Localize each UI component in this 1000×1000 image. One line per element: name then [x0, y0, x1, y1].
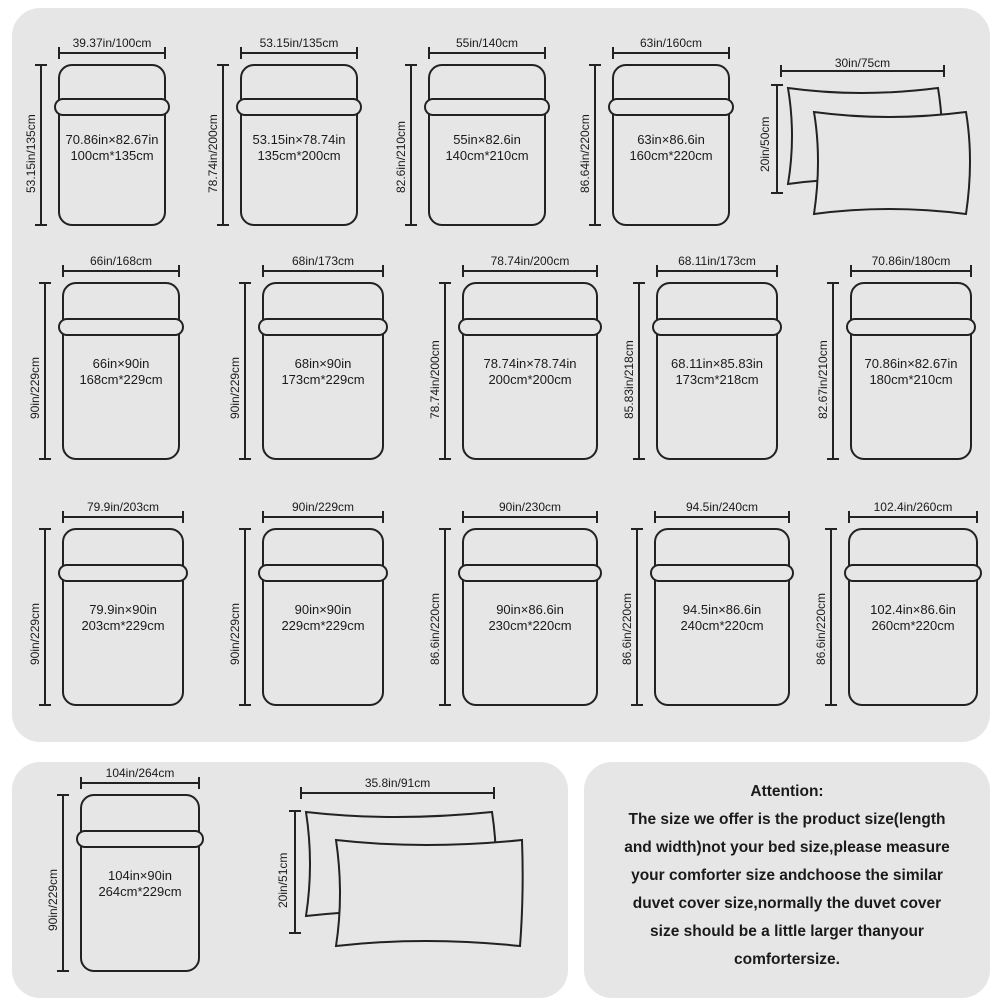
duvet-size-card [206, 36, 380, 230]
attention-line: your comforter size andchoose the similar [631, 867, 943, 884]
duvet-width-line [58, 52, 166, 54]
pillow-card-1 [758, 56, 980, 226]
duvet-height-label: 86.6in/220cm [814, 592, 828, 665]
duvet-height-line [410, 64, 412, 226]
duvet-height-line [636, 528, 638, 706]
duvet-outline [612, 64, 730, 226]
duvet-height-label: 90in/229cm [228, 356, 242, 419]
duvet-width-label: 78.74in/200cm [490, 254, 570, 268]
duvet-width-line [850, 270, 972, 272]
duvet-width-label: 70.86in/180cm [871, 254, 951, 268]
duvet-strap [424, 98, 550, 116]
attention-line: size should be a little larger thanyour [650, 923, 924, 940]
duvet-height-line [222, 64, 224, 226]
duvet-size-cm: 140cm*210cm [445, 148, 529, 163]
duvet-outline [58, 64, 166, 226]
duvet-width-label: 79.9in/203cm [86, 500, 160, 514]
duvet-size-inches: 70.86in×82.67in [65, 132, 159, 147]
duvet-height-line [444, 528, 446, 706]
duvet-width-line [612, 52, 730, 54]
pillow-height-label: 20in/51cm [276, 852, 290, 908]
duvet-size-cm: 180cm*210cm [869, 372, 953, 387]
duvet-size-card [46, 766, 222, 976]
pillow-width-label: 35.8in/91cm [364, 776, 431, 790]
duvet-width-label: 102.4in/260cm [873, 500, 953, 514]
duvet-width-label: 90in/230cm [498, 500, 562, 514]
duvet-width-label: 104in/264cm [105, 766, 175, 780]
duvet-height-line [244, 528, 246, 706]
duvet-height-label: 90in/229cm [28, 356, 42, 419]
duvet-size-cm: 173cm*229cm [281, 372, 365, 387]
duvet-height-line [638, 282, 640, 460]
duvet-size-inches: 90in×90in [294, 602, 352, 617]
duvet-height-label: 86.64in/220cm [578, 114, 592, 193]
duvet-height-label: 78.74in/200cm [206, 114, 220, 193]
duvet-size-card [28, 254, 202, 464]
duvet-strap [54, 98, 170, 116]
duvet-height-line [44, 528, 46, 706]
duvet-width-label: 90in/229cm [291, 500, 355, 514]
duvet-size-cm: 173cm*218cm [675, 372, 759, 387]
duvet-outline [262, 282, 384, 460]
pillow-outline-icon [770, 56, 980, 226]
duvet-outline [462, 282, 598, 460]
duvet-size-inches: 102.4in×86.6in [870, 602, 956, 617]
duvet-outline [462, 528, 598, 706]
duvet-height-line [244, 282, 246, 460]
duvet-size-cm: 230cm*220cm [488, 618, 572, 633]
attention-line: The size we offer is the product size(length [628, 811, 946, 828]
duvet-size-cm: 100cm*135cm [70, 148, 154, 163]
duvet-height-label: 53.15in/135cm [24, 114, 38, 193]
duvet-size-inches: 55in×82.6in [453, 132, 521, 147]
duvet-height-line [62, 794, 64, 972]
duvet-height-label: 82.67in/210cm [816, 340, 830, 419]
duvet-strap [58, 318, 184, 336]
duvet-height-line [444, 282, 446, 460]
duvet-height-label: 90in/229cm [28, 602, 42, 665]
duvet-height-label: 90in/229cm [46, 868, 60, 931]
duvet-size-card [394, 36, 568, 230]
duvet-strap [608, 98, 734, 116]
duvet-size-card [620, 500, 812, 710]
duvet-strap [76, 830, 204, 848]
duvet-height-line [594, 64, 596, 226]
duvet-size-cm: 160cm*220cm [629, 148, 713, 163]
pillow-width-label: 30in/75cm [834, 56, 891, 70]
duvet-size-cm: 203cm*229cm [81, 618, 165, 633]
duvet-outline [62, 528, 184, 706]
duvet-height-label: 85.83in/218cm [622, 340, 636, 419]
duvet-size-card [578, 36, 752, 230]
duvet-outline [428, 64, 546, 226]
duvet-width-label: 63in/160cm [639, 36, 703, 50]
attention-line: comfortersize. [734, 951, 840, 968]
duvet-size-card [24, 36, 188, 230]
duvet-size-card [814, 500, 1000, 710]
duvet-strap [58, 564, 188, 582]
attention-title: Attention: [750, 783, 824, 800]
duvet-height-line [44, 282, 46, 460]
pillow-height-label: 20in/50cm [758, 116, 772, 172]
duvet-width-line [62, 270, 180, 272]
duvet-strap [650, 564, 794, 582]
pillow-card-2 [276, 774, 524, 964]
duvet-size-inches: 66in×90in [92, 356, 150, 371]
duvet-width-line [848, 516, 978, 518]
duvet-strap [846, 318, 976, 336]
duvet-strap [652, 318, 782, 336]
pillow-outline-icon [284, 774, 524, 964]
duvet-size-card [622, 254, 800, 464]
duvet-size-cm: 135cm*200cm [257, 148, 341, 163]
duvet-width-label: 55in/140cm [455, 36, 519, 50]
duvet-height-label: 82.6in/210cm [394, 120, 408, 193]
duvet-size-inches: 78.74in×78.74in [483, 356, 577, 371]
duvet-width-label: 68in/173cm [291, 254, 355, 268]
duvet-width-label: 53.15in/135cm [259, 36, 339, 50]
duvet-size-inches: 63in×86.6in [637, 132, 705, 147]
duvet-size-card [428, 254, 620, 464]
duvet-size-inches: 90in×86.6in [496, 602, 564, 617]
duvet-size-cm: 264cm*229cm [98, 884, 182, 899]
duvet-width-line [62, 516, 184, 518]
duvet-height-line [832, 282, 834, 460]
duvet-height-label: 90in/229cm [228, 602, 242, 665]
duvet-size-inches: 79.9in×90in [89, 602, 157, 617]
duvet-size-card [428, 500, 620, 710]
duvet-size-cm: 260cm*220cm [871, 618, 955, 633]
duvet-size-card [28, 500, 206, 710]
duvet-width-line [240, 52, 358, 54]
duvet-width-line [262, 516, 384, 518]
duvet-size-inches: 94.5in×86.6in [682, 602, 762, 617]
duvet-strap [844, 564, 982, 582]
attention-note [584, 778, 990, 974]
duvet-strap [258, 318, 388, 336]
duvet-height-line [830, 528, 832, 706]
duvet-width-line [654, 516, 790, 518]
duvet-width-line [462, 516, 598, 518]
duvet-width-line [428, 52, 546, 54]
duvet-width-label: 39.37in/100cm [72, 36, 152, 50]
duvet-outline [80, 794, 200, 972]
duvet-size-inches: 70.86in×82.67in [864, 356, 958, 371]
duvet-strap [458, 318, 602, 336]
duvet-outline [654, 528, 790, 706]
duvet-height-label: 78.74in/200cm [428, 340, 442, 419]
duvet-strap [236, 98, 362, 116]
duvet-width-line [462, 270, 598, 272]
duvet-width-label: 68.11in/173cm [678, 254, 756, 268]
duvet-size-inches: 68in×90in [294, 356, 352, 371]
duvet-width-label: 66in/168cm [89, 254, 153, 268]
duvet-size-cm: 200cm*200cm [488, 372, 572, 387]
attention-line: duvet cover size,normally the duvet cover [632, 895, 942, 912]
duvet-size-cm: 240cm*220cm [680, 618, 764, 633]
duvet-size-inches: 104in×90in [108, 868, 172, 883]
duvet-strap [458, 564, 602, 582]
duvet-height-label: 86.6in/220cm [428, 592, 442, 665]
duvet-outline [850, 282, 972, 460]
duvet-height-label: 86.6in/220cm [620, 592, 634, 665]
duvet-outline [62, 282, 180, 460]
duvet-size-card [816, 254, 994, 464]
duvet-size-inches: 68.11in×85.83in [671, 356, 763, 371]
duvet-outline [656, 282, 778, 460]
duvet-size-cm: 229cm*229cm [281, 618, 365, 633]
duvet-outline [848, 528, 978, 706]
duvet-outline [262, 528, 384, 706]
duvet-size-inches: 53.15in×78.74in [252, 132, 346, 147]
duvet-width-line [656, 270, 778, 272]
duvet-width-line [262, 270, 384, 272]
duvet-outline [240, 64, 358, 226]
duvet-size-card [228, 254, 406, 464]
duvet-height-line [40, 64, 42, 226]
attention-line: and width)not your bed size,please measure [624, 839, 950, 856]
duvet-width-label: 94.5in/240cm [685, 500, 759, 514]
duvet-width-line [80, 782, 200, 784]
duvet-size-cm: 168cm*229cm [79, 372, 163, 387]
duvet-strap [258, 564, 388, 582]
duvet-size-card [228, 500, 406, 710]
